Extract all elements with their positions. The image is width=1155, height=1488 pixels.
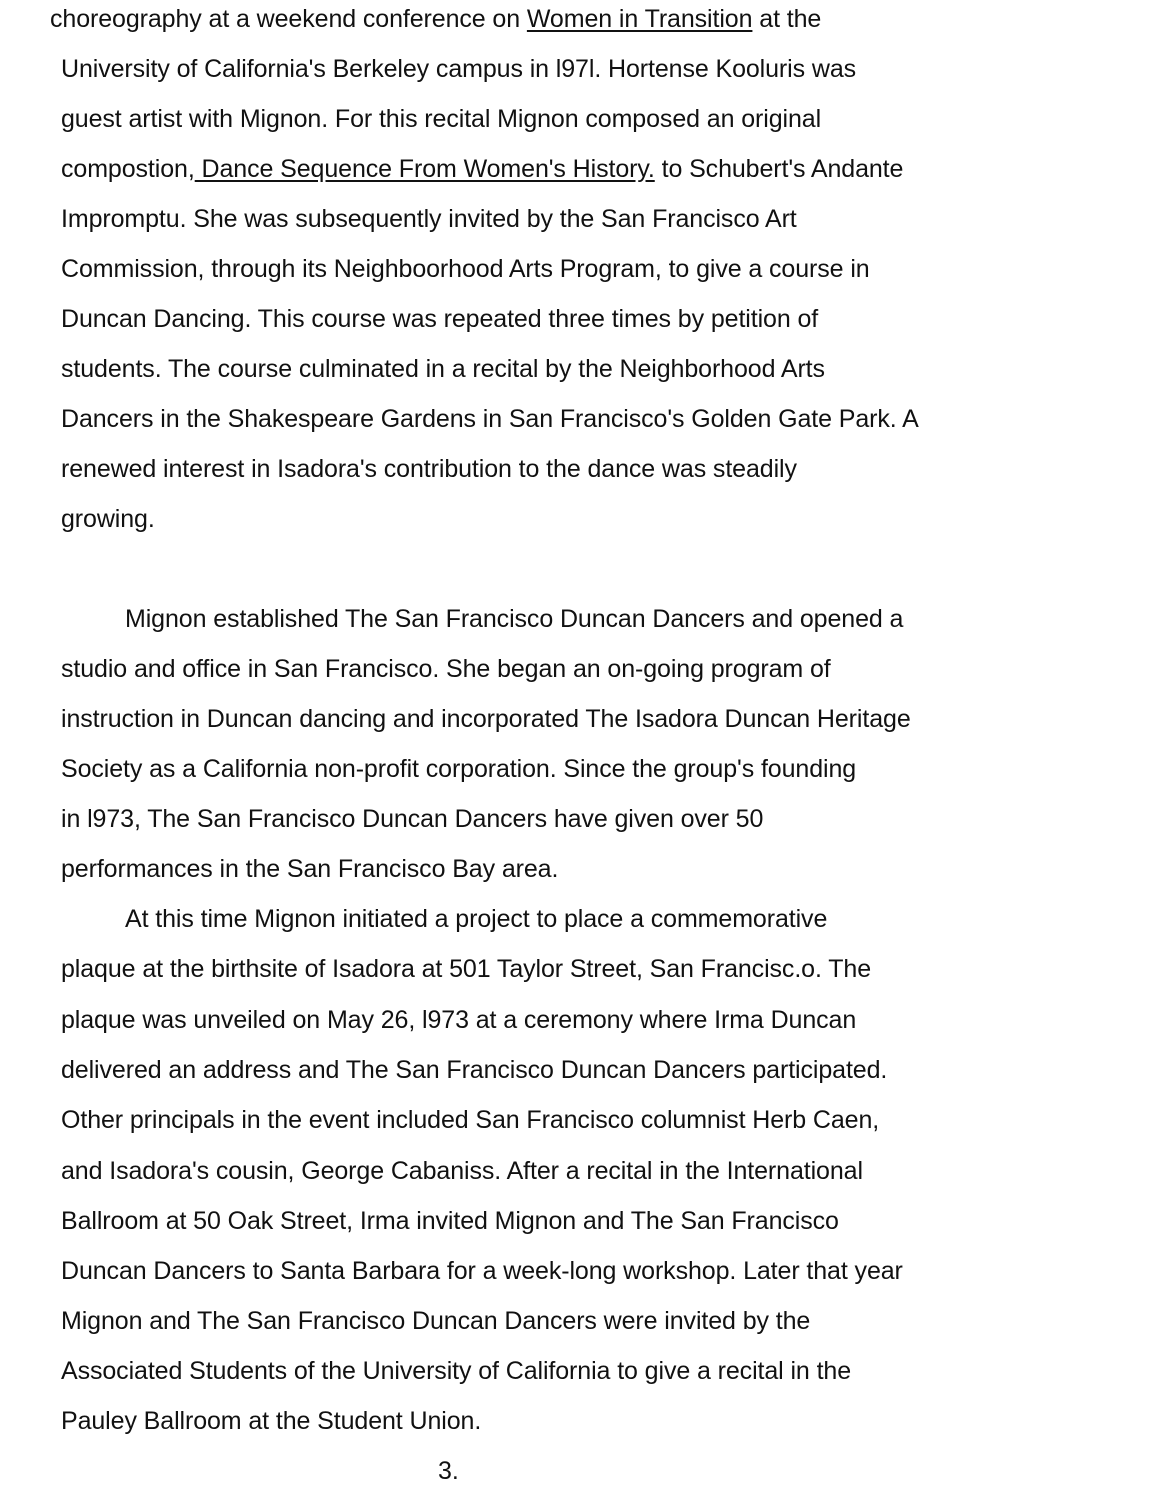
text-line: performances in the San Francisco Bay area. xyxy=(61,855,559,883)
underlined-title-dance-sequence: Dance Sequence From Women's History. xyxy=(194,155,655,183)
text-line: Duncan Dancers to Santa Barbara for a week-long workshop. Later that year xyxy=(61,1257,903,1285)
text-line: Impromptu. She was subsequently invited by the San Francisco Art xyxy=(61,205,797,233)
text-line: delivered an address and The San Francisco Duncan Dancers participated. xyxy=(61,1056,888,1084)
text-run: at the xyxy=(752,5,822,33)
text-line: guest artist with Mignon. For this recital Mignon composed an original xyxy=(61,105,822,133)
text-line: Commission, through its Neighboorhood Arts Program, to give a course in xyxy=(61,255,870,283)
text-line: renewed interest in Isadora's contribution to the dance was steadily xyxy=(61,455,797,483)
text-line: Ballroom at 50 Oak Street, Irma invited Mignon and The San Francisco xyxy=(61,1207,839,1235)
text-line: Other principals in the event included San Francisco columnist Herb Caen, xyxy=(61,1106,880,1134)
underlined-title-women-in-transition: Women in Transition xyxy=(526,5,753,33)
text-line: Mignon and The San Francisco Duncan Dancers were invited by the xyxy=(61,1307,811,1335)
text-line: Pauley Ballroom at the Student Union. xyxy=(61,1407,482,1435)
text-run: compostion, xyxy=(61,155,195,183)
text-line: instruction in Duncan dancing and incorporated The Isadora Duncan Heritage xyxy=(61,705,911,733)
text-line: At this time Mignon initiated a project to place a commemorative xyxy=(125,905,828,933)
text-run: choreography at a weekend conference on xyxy=(50,5,527,33)
text-line: Mignon established The San Francisco Duncan Dancers and opened a xyxy=(125,605,904,633)
text-line: plaque at the birthsite of Isadora at 501 Taylor Street, San Francisc.o. The xyxy=(61,955,872,983)
page-number: 3. xyxy=(438,1457,459,1485)
text-line: University of California's Berkeley campus in l97l. Hortense Kooluris was xyxy=(61,55,857,83)
text-line: and Isadora's cousin, George Cabaniss. After a recital in the International xyxy=(61,1157,863,1185)
text-line: studio and office in San Francisco. She began an on-going program of xyxy=(61,655,831,683)
text-line xyxy=(50,4,821,34)
text-line: Associated Students of the University of California to give a recital in the xyxy=(61,1357,852,1385)
text-line: in l973, The San Francisco Duncan Dancers have given over 50 xyxy=(61,805,764,833)
text-line: Society as a California non-profit corporation. Since the group's founding xyxy=(61,755,857,783)
text-line: Duncan Dancing. This course was repeated three times by petition of xyxy=(61,305,819,333)
text-line: students. The course culminated in a recital by the Neighborhood Arts xyxy=(61,355,825,383)
text-line: plaque was unveiled on May 26, l973 at a ceremony where Irma Duncan xyxy=(61,1006,857,1034)
text-line: growing. xyxy=(61,505,155,533)
text-line: Dancers in the Shakespeare Gardens in San Francisco's Golden Gate Park. A xyxy=(61,405,919,433)
text-line xyxy=(61,154,903,184)
text-run: to Schubert's Andante xyxy=(654,155,904,183)
